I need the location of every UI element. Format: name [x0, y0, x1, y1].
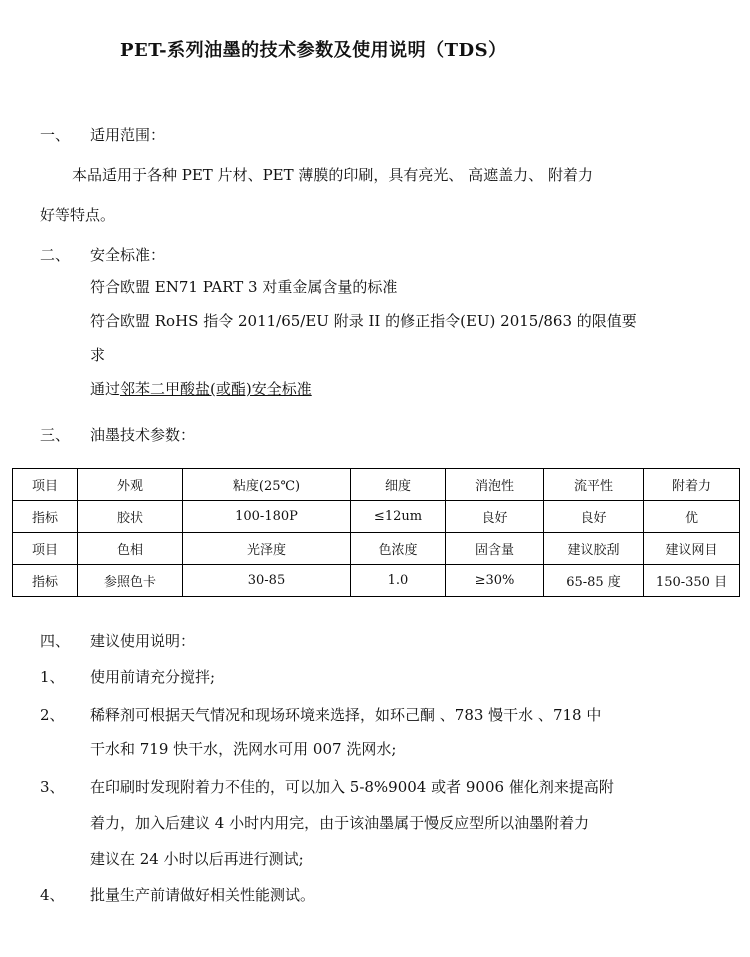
usage-item-3-line-2: 着力，加入后建议 4 小时内用完，由于该油墨属于慢反应型所以油墨附着力 — [90, 814, 590, 832]
usage-item-number: 3、 — [40, 778, 65, 796]
usage-item-3-line-1: 在印刷时发现附着力不佳的，可以加入 5-8%9004 或者 9006 催化剂来提高附 — [90, 778, 614, 796]
table-cell: 良好 — [544, 501, 644, 533]
section-heading-usage: 建议使用说明： — [90, 632, 196, 650]
table-cell: 外观 — [78, 469, 183, 501]
phthalate-standard: 邻苯二甲酸盐(或酯)安全标准 — [120, 380, 312, 398]
table-cell: 项目 — [13, 469, 78, 501]
table-cell: 1.0 — [351, 565, 446, 597]
table-cell: 建议胶刮 — [544, 533, 644, 565]
table-cell: 参照色卡 — [78, 565, 183, 597]
table-cell: 项目 — [13, 533, 78, 565]
usage-item-1-line-1: 使用前请充分搅拌; — [90, 668, 216, 686]
table-cell: 流平性 — [544, 469, 644, 501]
usage-item-number: 1、 — [40, 668, 65, 686]
usage-item-4-line-1: 批量生产前请做好相关性能测试。 — [90, 886, 316, 904]
safety-line-2: 符合欧盟 RoHS 指令 2011/65/EU 附录 II 的修正指令(EU) 2015/863 的限值要 — [90, 312, 637, 330]
table-cell: 65-85 度 — [544, 565, 644, 597]
usage-item-2-line-2: 干水和 719 快干水，洗网水可用 007 洗网水; — [90, 740, 397, 758]
table-cell: 100-180P — [183, 501, 351, 533]
scope-text-line-1: 本品适用于各种 PET 片材、PET 薄膜的印刷，具有亮光、 高遮盖力、 附着力 — [72, 166, 593, 184]
table-cell: 30-85 — [183, 565, 351, 597]
safety-line-4 — [90, 378, 312, 399]
section-number-3: 三、 — [40, 426, 71, 444]
section-heading-params: 油墨技术参数： — [90, 426, 196, 444]
table-cell: 色浓度 — [351, 533, 446, 565]
usage-item-3-line-3: 建议在 24 小时以后再进行测试; — [90, 850, 304, 868]
table-cell: 附着力 — [644, 469, 740, 501]
table-cell: 良好 — [446, 501, 544, 533]
section-number-4: 四、 — [40, 632, 71, 650]
table-cell: ≤12um — [351, 501, 446, 533]
section-heading-safety: 安全标准： — [90, 246, 166, 264]
section-number-1: 一、 — [40, 126, 71, 144]
scope-text-line-2: 好等特点。 — [40, 206, 116, 224]
table-cell: 细度 — [351, 469, 446, 501]
table-cell: 指标 — [13, 501, 78, 533]
usage-item-number: 4、 — [40, 886, 65, 904]
usage-item-2-line-1: 稀释剂可根据天气情况和现场环境来选择，如环己酮 、783 慢干水 、718 中 — [90, 706, 602, 724]
section-heading-scope: 适用范围： — [90, 126, 166, 144]
usage-item-number: 2、 — [40, 706, 65, 724]
table-cell: 指标 — [13, 565, 78, 597]
section-number-2: 二、 — [40, 246, 71, 264]
ink-parameters-table — [12, 468, 740, 597]
safety-prefix: 通过 — [90, 380, 121, 398]
table-row — [13, 469, 740, 501]
table-cell: 优 — [644, 501, 740, 533]
safety-line-1: 符合欧盟 EN71 PART 3 对重金属含量的标准 — [90, 278, 398, 296]
document-title: PET-系列油墨的技术参数及使用说明（TDS） — [120, 40, 507, 61]
table-row — [13, 533, 740, 565]
table-cell: 胶状 — [78, 501, 183, 533]
table-cell: 150-350 目 — [644, 565, 740, 597]
table-cell: 粘度(25℃) — [183, 469, 351, 501]
table-cell: 光泽度 — [183, 533, 351, 565]
table-cell: 固含量 — [446, 533, 544, 565]
table-cell: 建议网目 — [644, 533, 740, 565]
safety-line-3: 求 — [90, 346, 106, 364]
table-cell: 消泡性 — [446, 469, 544, 501]
table-cell: ≥30% — [446, 565, 544, 597]
table-row — [13, 501, 740, 533]
table-cell: 色相 — [78, 533, 183, 565]
table-row — [13, 565, 740, 597]
